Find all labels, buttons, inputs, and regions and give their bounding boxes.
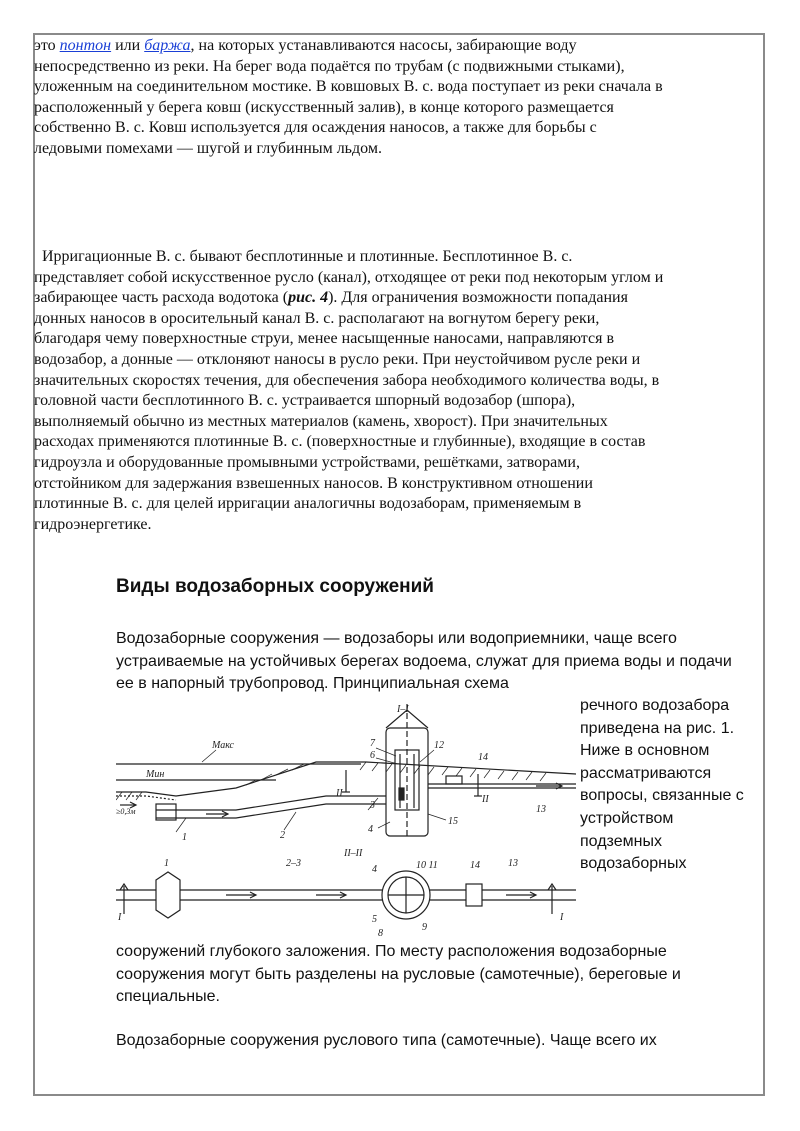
roman-2b: II bbox=[482, 794, 489, 805]
roman-2a: II bbox=[336, 788, 343, 799]
river-intake-diagram bbox=[116, 700, 576, 940]
label-2: 2 bbox=[280, 830, 285, 841]
label-plan-8: 8 bbox=[378, 928, 383, 939]
label-13: 13 bbox=[536, 804, 546, 815]
label-plan-5: 5 bbox=[372, 914, 377, 925]
text-segment: ). Для ограничения возможности попадания донных наносов в оросительный канал В. с. располагают на вогнутом берегу реки, благодаря чему поверхностные струи, менее насыщенные наносами, направляются в водозабор, а донные — отклоняют наносы в русло реки. При неустойчивом русле реки и значительных скоростях течения, для обеспечения забора необходимого количества воды, в головной части бесплотинного В. с. устраивается шпорный водозабор (шпора), выполняемый обычно из местных материалов (камень, хворост). При значительных расходах применяются плотинные В. с. (поверхностные и глубинные), входящие в состав гидроузла и оборудованные промывными устройствами, решётками, затворами, отстойником для задержания взвешенных наносов. В конструктивном отношении плотинные В. с. для целей ирригации аналогичны водозаборам, применяемым в гидроэнергетике. bbox=[34, 289, 660, 533]
label-14: 14 bbox=[478, 752, 488, 763]
label-plan-9: 9 bbox=[422, 922, 427, 933]
paragraph-3-continuation: сооружений глубокого заложения. По месту расположения водозаборные сооружения могут быть разделены на русловые (самотечные), береговые и специальные. bbox=[116, 943, 681, 1006]
label-plan-13: 13 bbox=[508, 858, 518, 869]
link-ponton[interactable]: понтон bbox=[59, 37, 112, 54]
text-segment: это bbox=[34, 37, 60, 54]
section-label-1: I–I bbox=[397, 704, 409, 715]
paragraph-3-right-column: речного водозабора приведена на рис. 1. Ниже в основном рассматриваются вопросы, связанные с устройством подземных водозаборных bbox=[580, 697, 744, 873]
label-3: 3 bbox=[370, 800, 375, 811]
label-12: 12 bbox=[434, 740, 444, 751]
label-min: Мин bbox=[146, 769, 165, 780]
gravity-pipe-top bbox=[156, 796, 386, 810]
label-plan-4: 4 bbox=[372, 864, 377, 875]
link-barzha[interactable]: баржа bbox=[144, 37, 191, 54]
paragraph-3: Водозаборные сооружения — водозаборы или водоприемники, чаще всего устраиваемые на устойчивых берегах водоема, служат для приема воды и подачи ее в напорный трубопровод. Принципиальная схема bbox=[116, 630, 732, 693]
text-segment: Ирригационные В. с. бывают бесплотинные и плотинные. Бесплотинное В. с. представляет собой искусственное русло (канал), отходящее от реки под некоторым углом и забирающее часть расхода водотока ( bbox=[34, 248, 668, 307]
gravity-pipe-bottom bbox=[156, 804, 386, 818]
plan-intake-head bbox=[156, 872, 180, 918]
paragraph-4: Водозаборные сооружения руслового типа (самотечные). Чаще всего их bbox=[116, 1032, 657, 1049]
label-4: 4 bbox=[368, 824, 373, 835]
text-segment: , на которых устанавливаются насосы, забирающие воду непосредственно из реки. На берег вода подаётся по трубам (с подвижными стыками), уложенным на соединительном мостике. В ковшовых В. с. вода поступает из реки сначала в расположенный у берега ковш (искусственный залив), в конце которого размещается собственно В. с. Ковш используется для осаждения наносов, а также для борьбы с ледовыми помехами — шугой и глубинным льдом. bbox=[34, 37, 663, 157]
label-max: Макс bbox=[212, 740, 234, 751]
label-1: 1 bbox=[182, 832, 187, 843]
label-6: 6 bbox=[370, 750, 375, 761]
label-depth: ≥0,3м bbox=[116, 807, 136, 816]
figure-reference: рис. 4 bbox=[288, 289, 329, 307]
roman-1b: I bbox=[560, 912, 564, 923]
paragraph-2 bbox=[34, 247, 668, 535]
section-heading: Виды водозаборных сооружений bbox=[116, 576, 434, 597]
label-plan-10-11: 10 11 bbox=[416, 860, 438, 871]
label-15: 15 bbox=[448, 816, 458, 827]
roman-1a: I bbox=[118, 912, 122, 923]
label-7: 7 bbox=[370, 738, 375, 749]
label-plan-2-3: 2–3 bbox=[286, 858, 301, 869]
section-label-2: II–II bbox=[344, 848, 363, 859]
paragraph-1 bbox=[34, 36, 664, 160]
label-plan-1: 1 bbox=[164, 858, 169, 869]
text-segment: или bbox=[111, 37, 145, 54]
label-plan-14: 14 bbox=[470, 860, 480, 871]
